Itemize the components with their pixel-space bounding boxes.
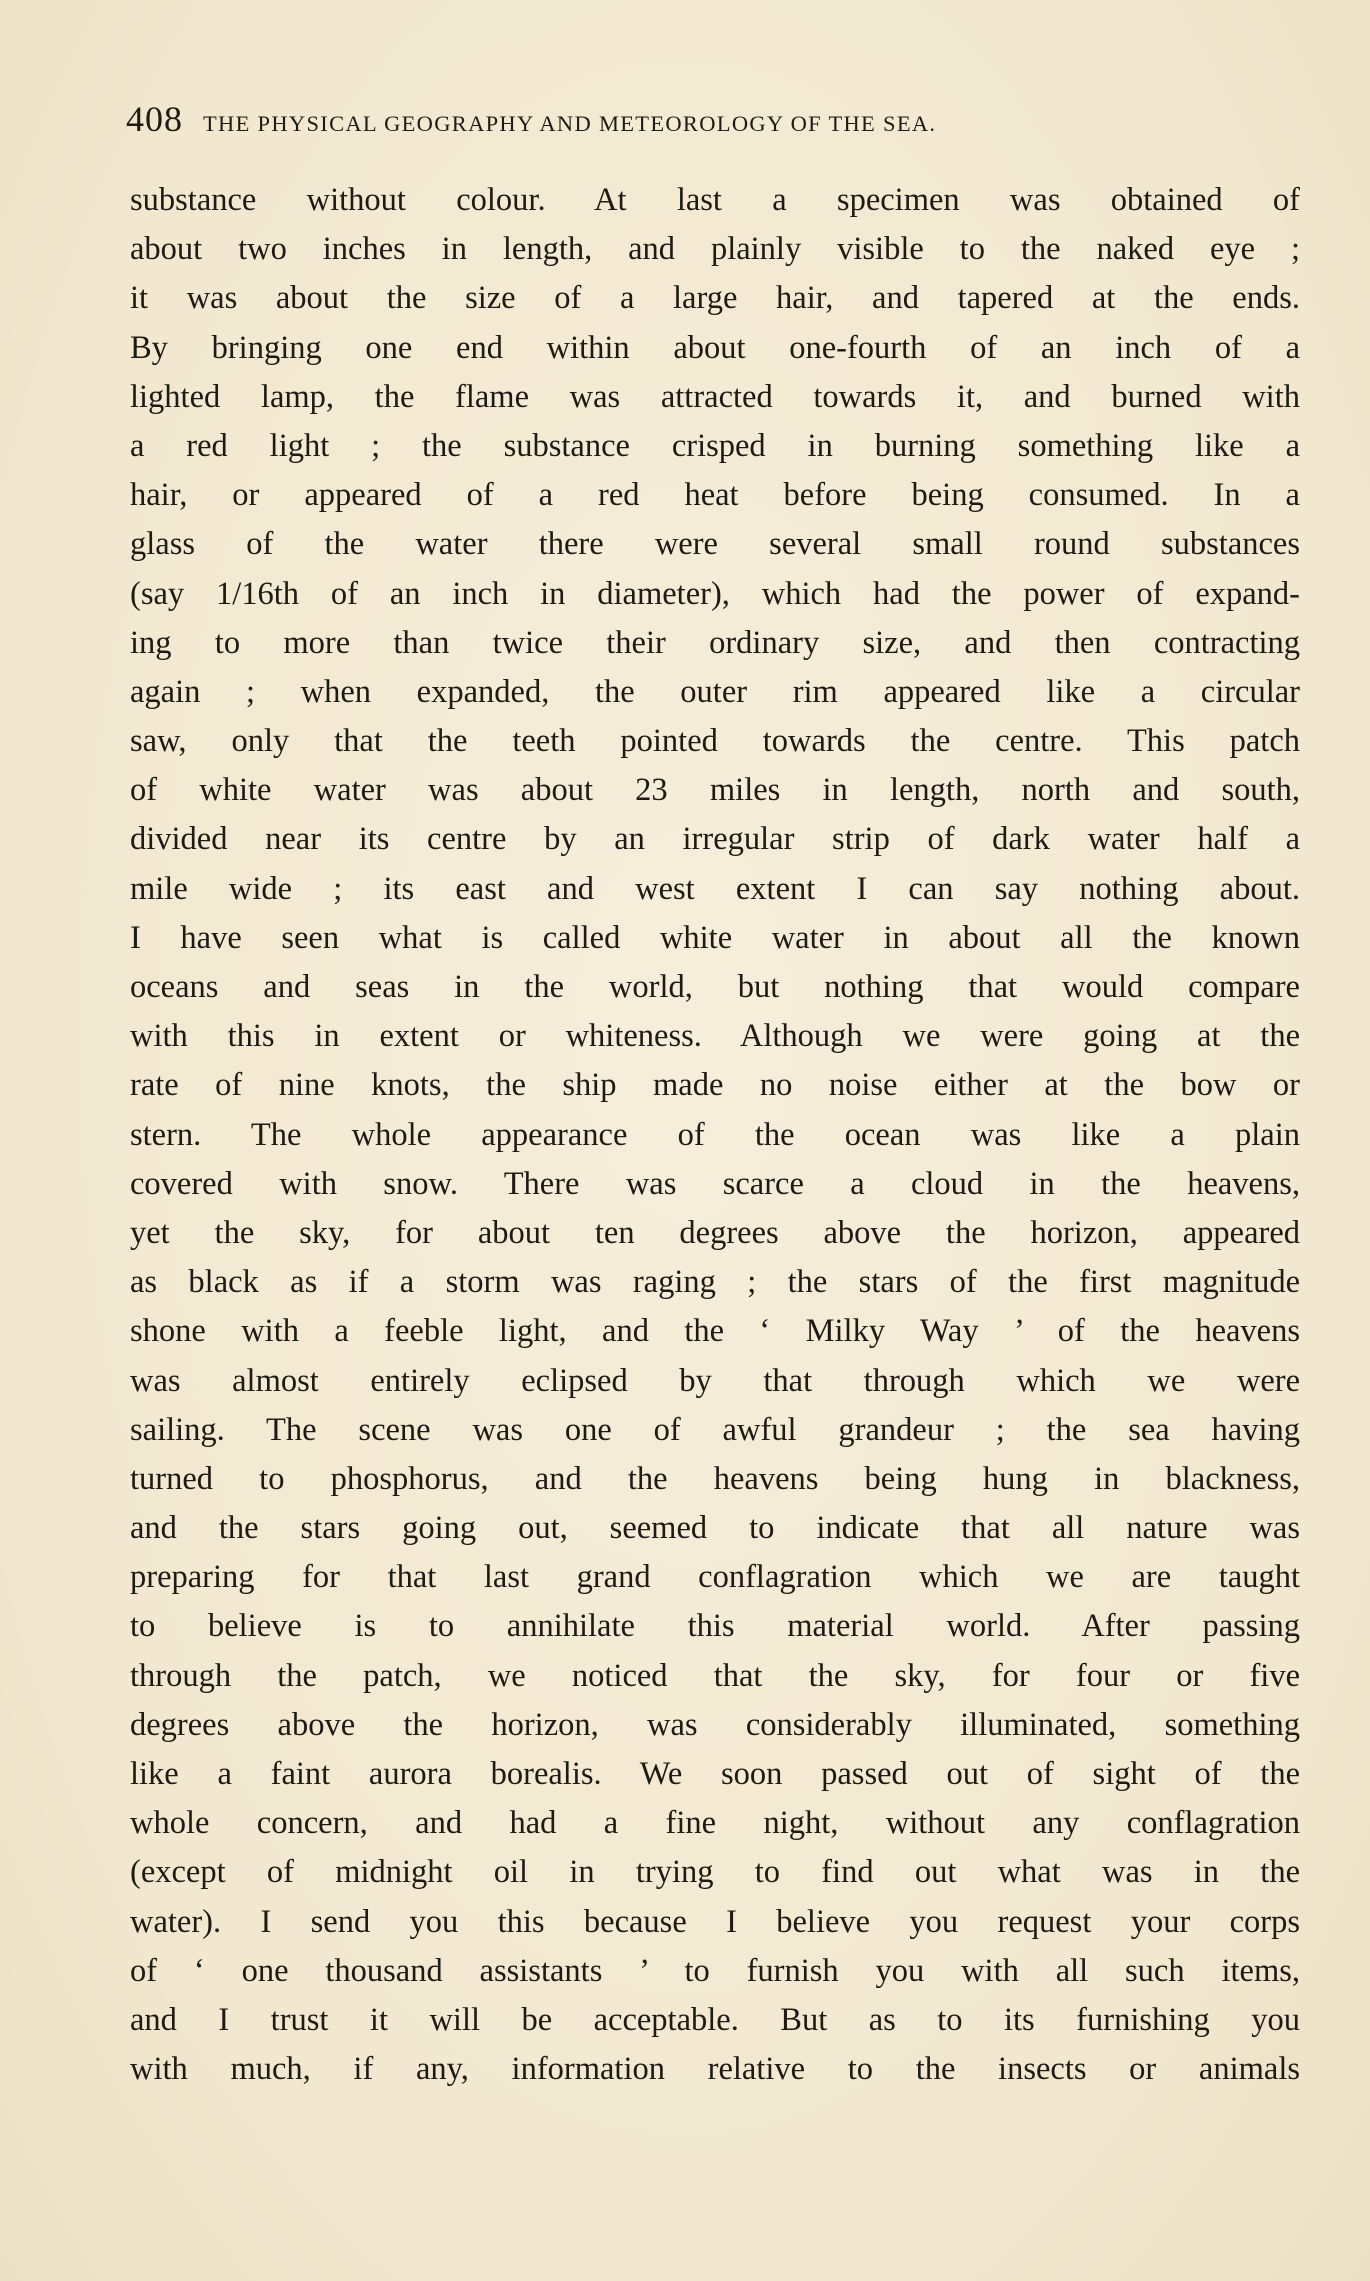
text-line: like a faint aurora borealis. We soon passed out of sight of the: [130, 1756, 1300, 1792]
text-line: divided near its centre by an irregular strip of dark water half a: [130, 821, 1300, 858]
text-line: yet the sky, for about ten degrees above the horizon, appeared: [130, 1214, 1300, 1251]
text-line: lighted lamp, the flame was attracted towards it, and burned with: [130, 378, 1300, 415]
text-line: covered with snow. There was scarce a cloud in the heavens,: [130, 1165, 1300, 1202]
text-line: stern. The whole appearance of the ocean was like a plain: [130, 1116, 1300, 1153]
text-line: to believe is to annihilate this material world. After passing: [130, 1608, 1300, 1645]
text-line: whole concern, and had a fine night, without any conflagration: [130, 1805, 1300, 1842]
page-header: [126, 98, 1236, 146]
text-line: again ; when expanded, the outer rim appeared like a circular: [130, 673, 1300, 710]
text-line: with much, if any, information relative to the insects or animals: [130, 2051, 1300, 2088]
text-line: substance without colour. At last a specimen was obtained of: [130, 182, 1300, 218]
text-line: hair, or appeared of a red heat before being consumed. In a: [130, 477, 1300, 514]
text-line: (except of midnight oil in trying to find out what was in the: [130, 1854, 1300, 1891]
text-line: a red light ; the substance crisped in burning something like a: [130, 427, 1300, 464]
text-line: mile wide ; its east and west extent I can say nothing about.: [130, 870, 1300, 907]
text-line: By bringing one end within about one-fourth of an inch of a: [130, 329, 1300, 366]
body-text: [130, 176, 1300, 2094]
text-line: was almost entirely eclipsed by that through which we were: [130, 1362, 1300, 1399]
text-line: turned to phosphorus, and the heavens being hung in blackness,: [130, 1460, 1300, 1497]
text-line: preparing for that last grand conflagration which we are taught: [130, 1559, 1300, 1596]
text-line: rate of nine knots, the ship made no noise either at the bow or: [130, 1067, 1300, 1104]
text-line: sailing. The scene was one of awful grandeur ; the sea having: [130, 1411, 1300, 1448]
text-line: about two inches in length, and plainly visible to the naked eye ;: [130, 231, 1300, 268]
text-line: through the patch, we noticed that the sky, for four or five: [130, 1657, 1300, 1694]
text-line: I have seen what is called white water in about all the known: [130, 919, 1300, 956]
text-line: saw, only that the teeth pointed towards the centre. This patch: [130, 723, 1300, 760]
text-line: degrees above the horizon, was considerably illuminated, something: [130, 1706, 1300, 1743]
page-number: 408: [126, 99, 183, 139]
text-line: it was about the size of a large hair, and tapered at the ends.: [130, 280, 1300, 317]
text-line: oceans and seas in the world, but nothing that would compare: [130, 969, 1300, 1005]
text-line: water). I send you this because I believe you request your corps: [130, 1903, 1300, 1940]
text-line: ing to more than twice their ordinary size, and then contracting: [130, 624, 1300, 661]
text-line: with this in extent or whiteness. Although we were going at the: [130, 1018, 1300, 1055]
text-line: and I trust it will be acceptable. But as to its furnishing you: [130, 2001, 1300, 2038]
text-line: and the stars going out, seemed to indicate that all nature was: [130, 1510, 1300, 1547]
text-line: of ‘ one thousand assistants ’ to furnish you with all such items,: [130, 1952, 1300, 1989]
text-line: shone with a feeble light, and the ‘ Milky Way ’ of the heavens: [130, 1313, 1300, 1350]
running-title: THE PHYSICAL GEOGRAPHY AND METEOROLOGY OF THE SEA.: [203, 111, 937, 136]
text-line: glass of the water there were several small round substances: [130, 526, 1300, 563]
text-line: (say 1/16th of an inch in diameter), which had the power of expand-: [130, 575, 1300, 612]
text-line: as black as if a storm was raging ; the stars of the first magnitude: [130, 1264, 1300, 1301]
text-line: of white water was about 23 miles in length, north and south,: [130, 772, 1300, 809]
